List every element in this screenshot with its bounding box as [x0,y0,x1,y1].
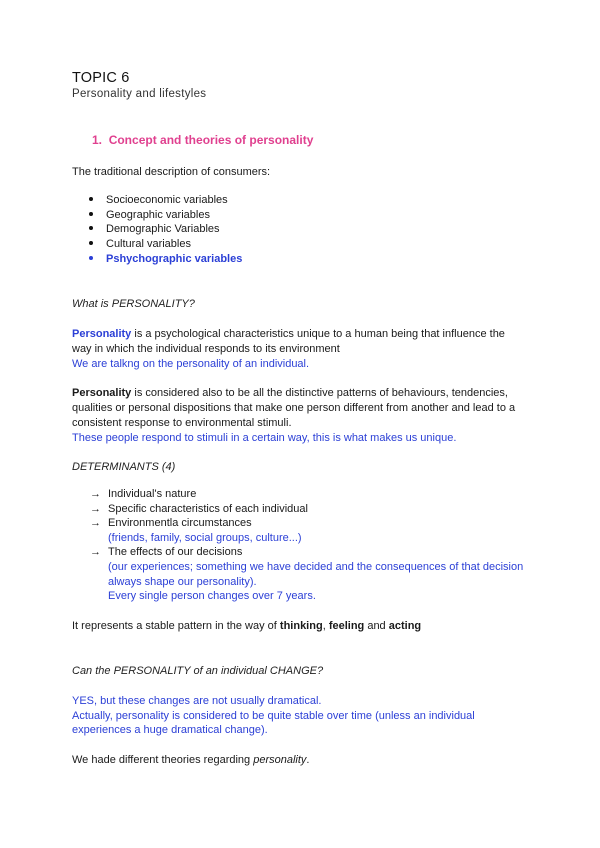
list-item: → Individual's nature [90,488,197,500]
section-title: Concept and theories of personality [108,133,314,147]
arrow-right-icon: → [90,503,101,515]
definition-line: way in which the individual responds to its environment [72,343,340,355]
list-item: Socioeconomic variables [89,193,228,208]
list-item-highlighted: Pshychographic variables [89,252,242,267]
list-item: → Environmentla circumstances [90,517,252,529]
note-line: Every single person changes over 7 years. [108,590,316,602]
arrow-right-icon: → [90,517,101,529]
list-item: Geographic variables [89,208,210,223]
note-line: (friends, family, social groups, culture...) [108,532,302,544]
list-item: → The effects of our decisions [90,546,243,558]
question-heading: Can the PERSONALITY of an individual CHANGE? [72,665,324,677]
section-heading [92,133,313,147]
arrow-right-icon: → [90,546,101,558]
question-heading: What is PERSONALITY? [72,298,195,310]
determinants-heading: DETERMINANTS (4) [72,461,176,473]
section-number: 1. [92,133,103,147]
answer-line: YES, but these changes are not usually dramatical. [72,695,322,707]
definition-line: Personality is considered also to be all the distinctive patterns of behaviours, tendencies, [72,387,508,399]
theories-line: We hade different theories regarding personality. [72,754,310,766]
definition-line: qualities or personal dispositions that make one person different from another and lead to a [72,402,516,414]
answer-line: Actually, personality is considered to be quite stable over time (unless an individual [72,710,475,722]
page-title: TOPIC 6 [72,70,130,86]
definition-line: Personality is a psychological characteristics unique to a human being that influence the [72,328,505,340]
term: Personality [72,328,132,340]
bullet-icon [89,197,93,201]
definition-line: consistent response to environmental stimuli. [72,417,292,429]
intro-text: The traditional description of consumers: [72,166,271,178]
arrow-right-icon: → [90,488,101,500]
stable-pattern-line: It represents a stable pattern in the way of thinking, feeling and acting [72,620,422,632]
note-line: always shape our personality). [108,576,257,588]
bullet-icon [89,226,93,230]
list-item: Demographic Variables [89,222,220,237]
bullet-icon [89,212,93,216]
page-subtitle: Personality and lifestyles [72,88,207,100]
bullet-icon [89,256,93,260]
list-item: Cultural variables [89,237,191,252]
list-item: → Specific characteristics of each individual [90,503,308,515]
bullet-icon [89,241,93,245]
answer-line: experiences a huge dramatical change). [72,724,268,736]
note-line: (our experiences; something we have decided and the consequences of that decision [108,561,524,573]
note-line: We are talkng on the personality of an individual. [72,358,310,370]
note-line: These people respond to stimuli in a certain way, this is what makes us unique. [72,432,457,444]
term: Personality [72,387,132,399]
